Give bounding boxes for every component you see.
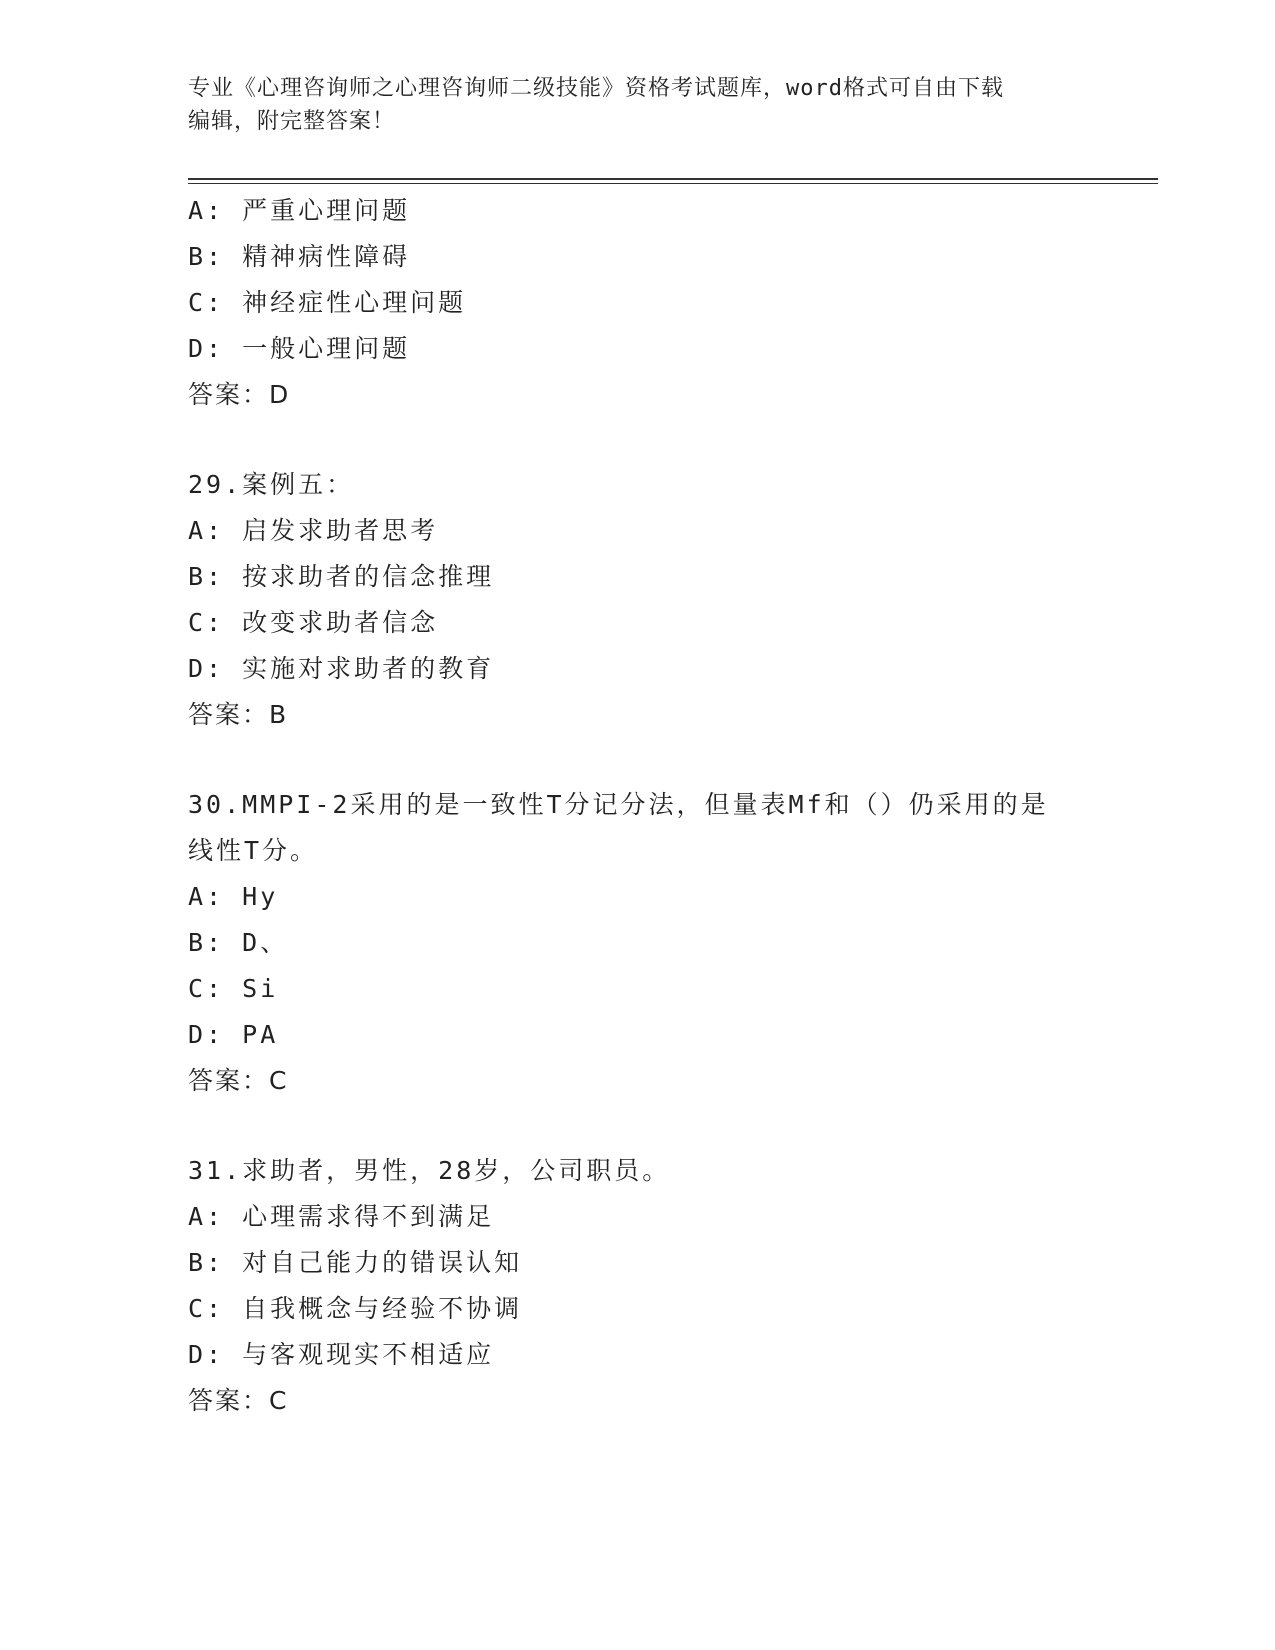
option-a: A: 心理需求得不到满足 [188, 1202, 495, 1231]
answer: 答案：C [188, 1066, 289, 1095]
question-text-line-1: 30.MMPI-2采用的是一致性T分记分法，但量表Mf和（）仍采用的是 [188, 790, 1049, 819]
answer: 答案：C [188, 1386, 289, 1415]
document-header [188, 72, 1088, 138]
question-list [188, 188, 1118, 1468]
option-c: C: 神经症性心理问题 [188, 288, 467, 317]
question-text-line-2: 线性T分。 [188, 836, 319, 865]
option-c: C: 改变求助者信念 [188, 608, 439, 637]
question-28 [188, 188, 1118, 418]
answer: 答案：D [188, 380, 291, 409]
header-divider-thick [188, 178, 1158, 180]
option-d: D: PA [188, 1020, 279, 1049]
option-d: D: 一般心理问题 [188, 334, 411, 363]
option-a: A: 启发求助者思考 [188, 516, 439, 545]
header-line-1: 专业《心理咨询师之心理咨询师二级技能》资格考试题库，word格式可自由下载 [188, 76, 1004, 101]
option-b: B: 精神病性障碍 [188, 242, 411, 271]
option-c: C: Si [188, 974, 279, 1003]
answer: 答案：B [188, 700, 289, 729]
header-line-2: 编辑，附完整答案！ [188, 109, 396, 134]
question-text: 31.求助者，男性，28岁，公司职员。 [188, 1156, 671, 1185]
option-b: B: D、 [188, 928, 289, 957]
option-a: A: Hy [188, 882, 279, 911]
question-31 [188, 1148, 1118, 1424]
option-a: A: 严重心理问题 [188, 196, 411, 225]
question-text: 29.案例五： [188, 470, 355, 499]
header-divider-thin [188, 183, 1158, 184]
question-30 [188, 782, 1118, 1104]
question-29 [188, 462, 1118, 738]
option-c: C: 自我概念与经验不协调 [188, 1294, 523, 1323]
option-b: B: 对自己能力的错误认知 [188, 1248, 523, 1277]
option-d: D: 与客观现实不相适应 [188, 1340, 495, 1369]
option-d: D: 实施对求助者的教育 [188, 654, 495, 683]
option-b: B: 按求助者的信念推理 [188, 562, 495, 591]
